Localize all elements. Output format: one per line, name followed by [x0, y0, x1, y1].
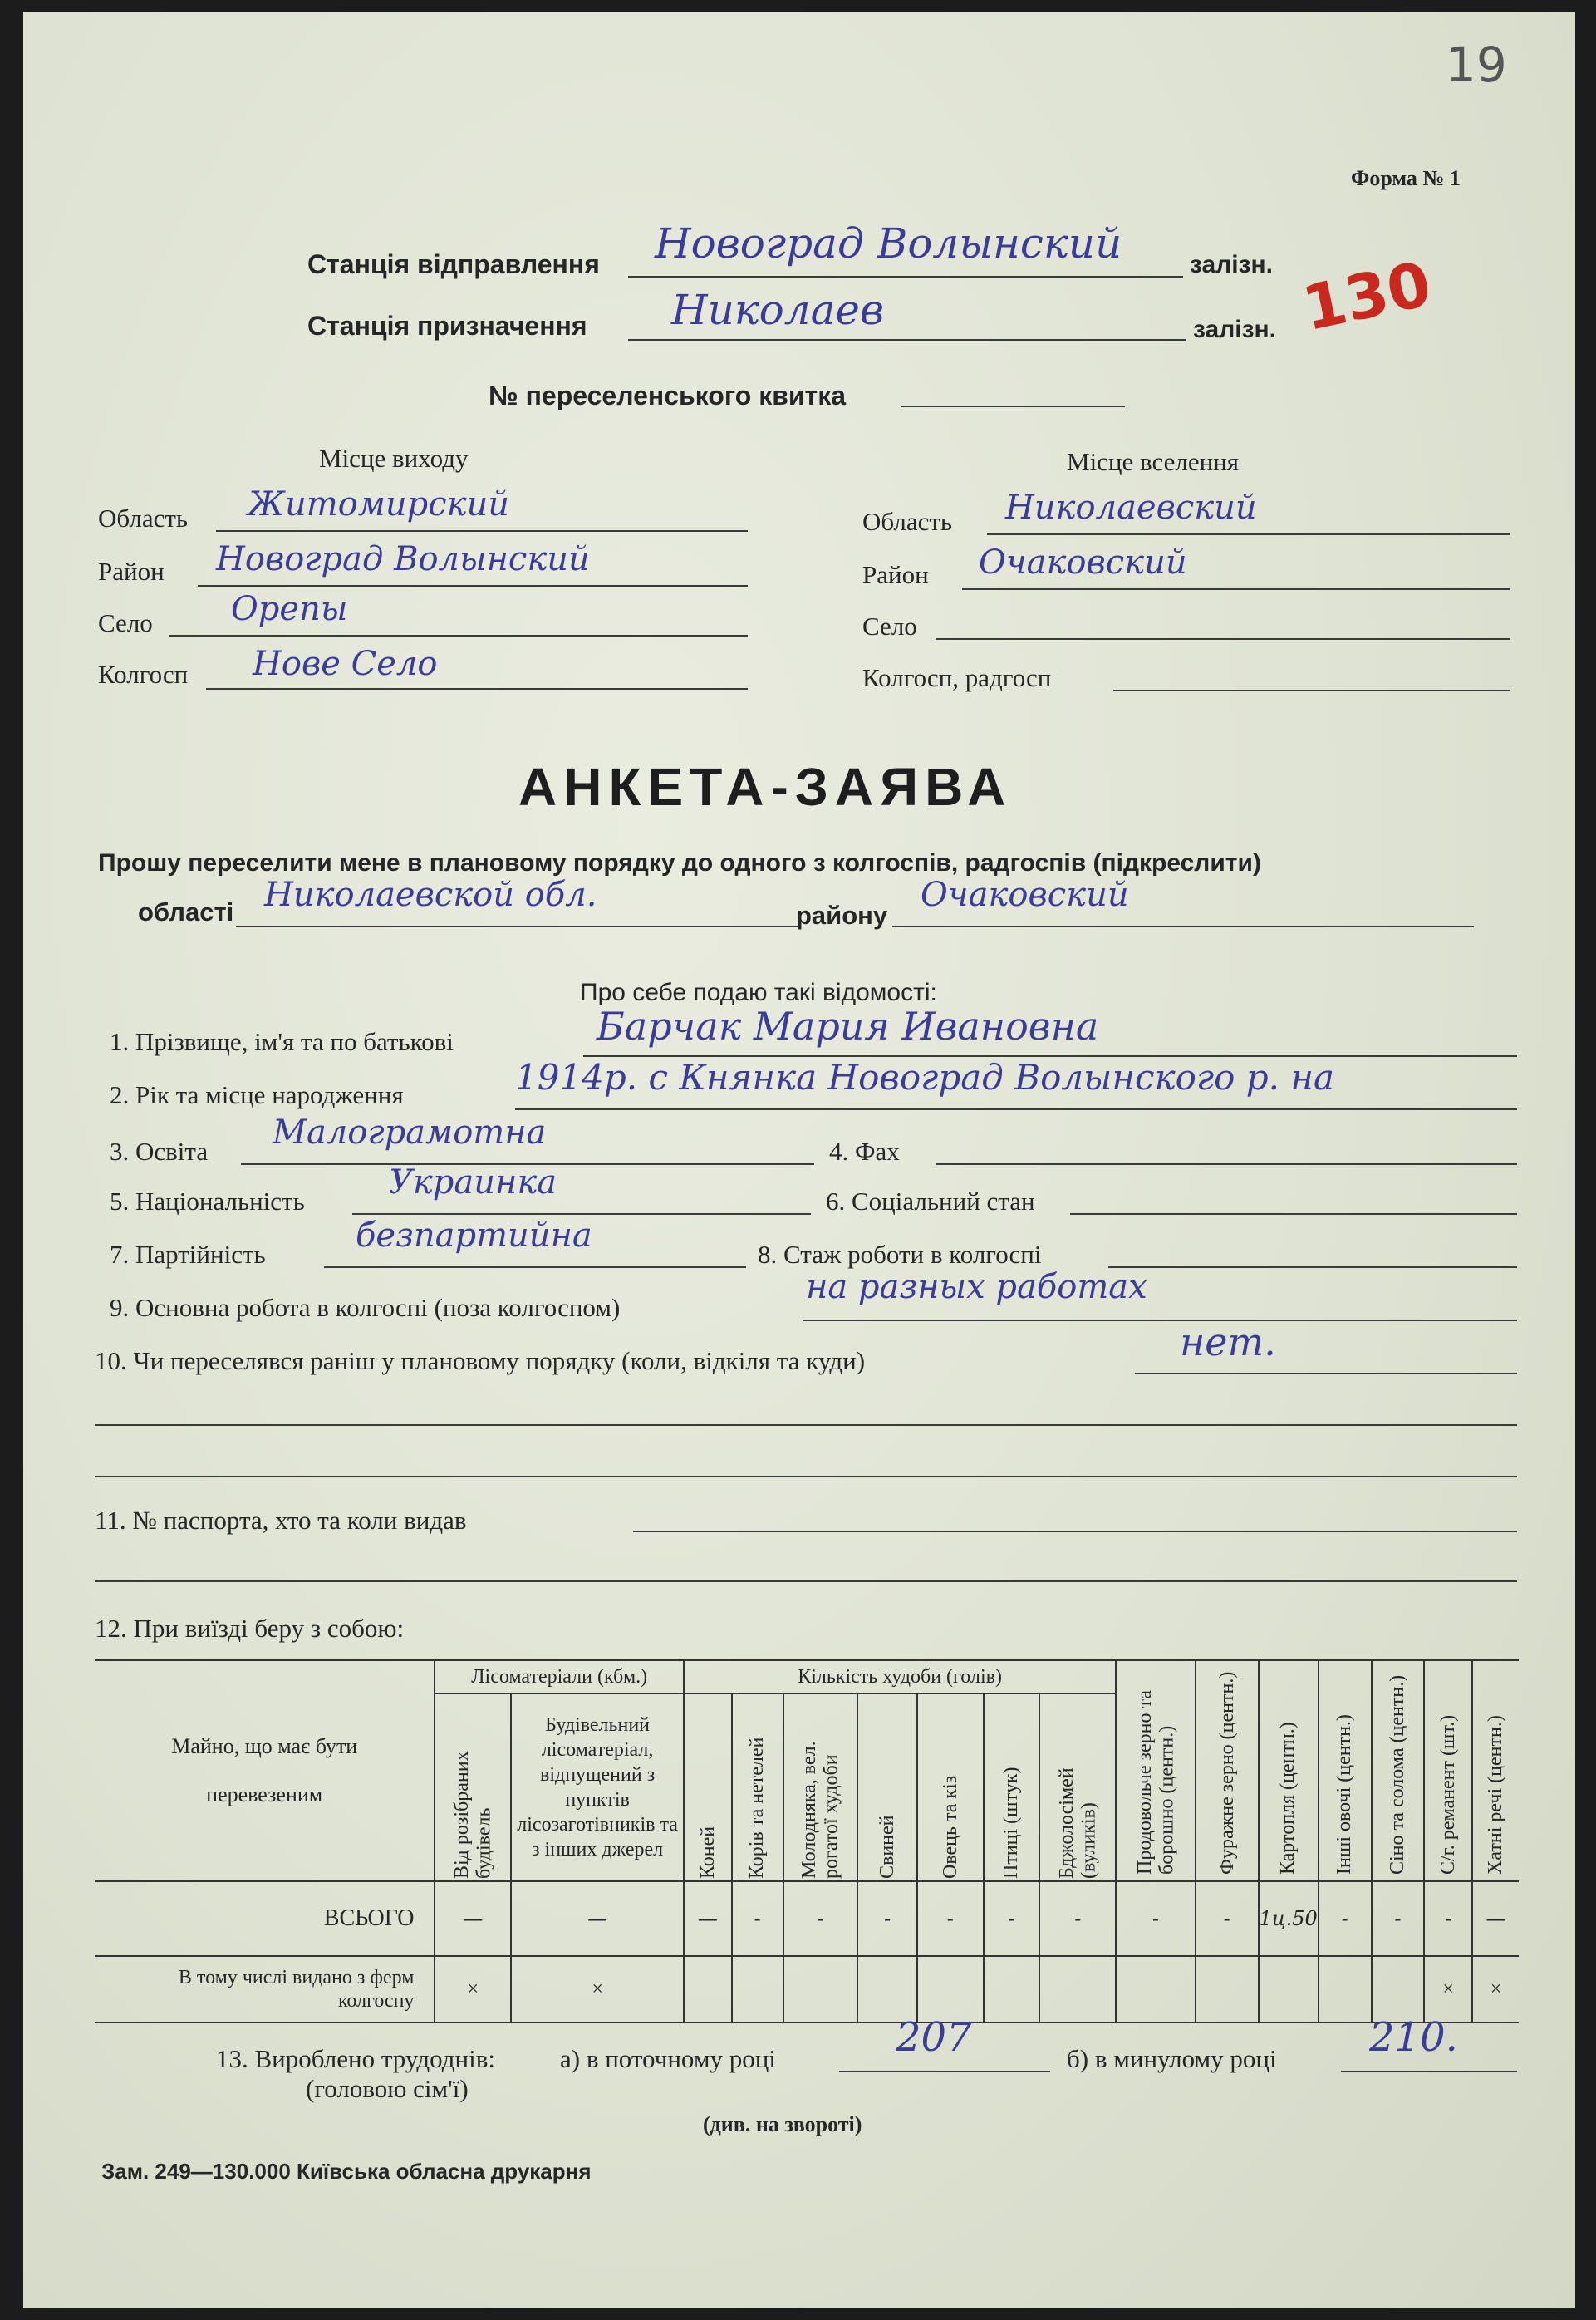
col-sheep-goats: Овець та кіз [917, 1693, 984, 1881]
intro-line: Про себе подаю такі відомості: [580, 979, 937, 1006]
workdays-previous-value[interactable]: 210. [1369, 2014, 1458, 2061]
field-7-label: 7. Партійність [110, 1240, 266, 1269]
field-2-label: 2. Рік та місце народження [110, 1080, 404, 1109]
field-10-label: 10. Чи переселявся раніш у плановому порядку (коли, відкіля та куди) [95, 1346, 866, 1375]
table-cell[interactable]: - [1319, 1881, 1372, 1956]
red-number: 130 [1296, 248, 1437, 346]
table-cell[interactable] [1259, 1956, 1319, 2023]
departure-suffix: залізн. [1190, 251, 1273, 278]
col-beehives: Бджолосімей (вуликів) [1039, 1693, 1116, 1881]
request-oblast-value[interactable]: Николаевской обл. [264, 876, 597, 914]
table-cell[interactable]: - [984, 1881, 1040, 1956]
request-oblast-label: області [138, 897, 234, 927]
col-food-grain: Продовольче зерно та борошно (центн.) [1116, 1660, 1196, 1881]
table-cell[interactable]: — [435, 1881, 511, 1956]
col-feed-grain: Фуражне зерно (центн.) [1196, 1660, 1259, 1881]
origin-kolhosp-value[interactable]: Нове Село [253, 645, 438, 683]
field-5-label: 5. Національність [110, 1187, 305, 1216]
col-other-vegetables: Інші овочі (центн.) [1319, 1660, 1372, 1881]
table-cell[interactable] [857, 1956, 917, 2023]
departure-station-value[interactable]: Новоград Волынский [655, 219, 1122, 268]
destination-oblast-label: Область [862, 507, 953, 536]
field-11-label: 11. № паспорта, хто та коли видав [95, 1506, 467, 1535]
table-cell[interactable] [1039, 1956, 1116, 2023]
workdays-current-label: а) в поточному році [560, 2044, 776, 2073]
form-title: АНКЕТА-ЗАЯВА [518, 757, 1013, 817]
col-equipment: С/г. реманент (шт.) [1424, 1660, 1472, 1881]
col-hay-straw: Сіно та солома (центн.) [1372, 1660, 1425, 1881]
col-cows: Корів та нетелей [732, 1693, 783, 1881]
destination-selo-label: Село [862, 612, 917, 641]
col-household: Хатні речі (центн.) [1472, 1660, 1519, 1881]
origin-header: Місце виходу [319, 444, 469, 473]
field-2-value[interactable]: 1914р. с Княнка Новоград Волынского р. на [515, 1057, 1335, 1098]
table-cell[interactable]: × [435, 1956, 511, 2023]
see-back-note: (див. на звороті) [703, 2112, 862, 2136]
col-dismantled: Від розібраних будівель [435, 1693, 511, 1881]
table-cell[interactable]: - [732, 1881, 783, 1956]
field-3-label: 3. Освіта [110, 1137, 209, 1166]
field-5-value[interactable]: Украинка [389, 1163, 557, 1202]
table-cell[interactable]: — [511, 1881, 684, 1956]
origin-kolhosp-label: Колгосп [98, 660, 189, 689]
request-raion-value[interactable]: Очаковский [921, 876, 1129, 914]
field-1-value[interactable]: Барчак Мария Ивановна [597, 1004, 1099, 1049]
ticket-label: № переселенського квитка [489, 381, 847, 410]
table-cell[interactable]: - [857, 1881, 917, 1956]
table-cell[interactable]: 1ц.50 [1259, 1881, 1319, 1956]
table-cell[interactable] [732, 1956, 783, 2023]
destination-oblast-value[interactable]: Николаевский [1005, 489, 1257, 527]
origin-selo-value[interactable]: Орепы [231, 590, 348, 628]
table-cell[interactable] [984, 1956, 1040, 2023]
col-poultry: Птиці (штук) [984, 1693, 1040, 1881]
field-7-value[interactable]: безпартийна [356, 1217, 592, 1255]
table-cell[interactable]: - [1424, 1881, 1472, 1956]
field-4-label: 4. Фах [829, 1137, 900, 1166]
destination-kolhosp-label: Колгосп, радгосп [862, 663, 1052, 692]
col-pigs: Свиней [857, 1693, 917, 1881]
request-raion-label: району [796, 901, 888, 930]
table-cell[interactable]: - [1116, 1881, 1196, 1956]
table-cell[interactable]: - [917, 1881, 984, 1956]
col-young-cattle: Молодняка, вел. рогатої худоби [783, 1693, 858, 1881]
table-cell[interactable]: - [1372, 1881, 1425, 1956]
destination-raion-label: Район [862, 560, 929, 589]
destination-raion-value[interactable]: Очаковский [979, 543, 1187, 582]
workdays-previous-label: б) в минулому році [1067, 2044, 1277, 2073]
departure-station-label: Станція відправлення [307, 249, 600, 279]
field-8-label: 8. Стаж роботи в колгоспі [758, 1240, 1042, 1269]
table-cell[interactable]: — [1472, 1881, 1519, 1956]
workdays-sub: (головою сім'ї) [306, 2074, 469, 2103]
row-farm-label: В тому числі видано з ферм колгоспу [95, 1956, 435, 2023]
form-label: Форма № 1 [1351, 166, 1461, 190]
origin-oblast-label: Область [98, 504, 189, 533]
table-cell[interactable]: — [684, 1881, 732, 1956]
workdays-label: 13. Вироблено трудоднів: [216, 2044, 496, 2073]
origin-raion-value[interactable]: Новоград Волынский [216, 540, 590, 578]
table-row-total [95, 1881, 1519, 1956]
destination-header: Місце вселення [1067, 447, 1240, 476]
table-row-farm [95, 1956, 1519, 2023]
lumber-group-header: Лісоматеріали (кбм.) [435, 1660, 684, 1693]
table-cell[interactable]: × [511, 1956, 684, 2023]
page-number: 19 [1446, 37, 1507, 93]
field-1-label: 1. Прізвище, ім'я та по батькові [110, 1027, 454, 1056]
table-cell[interactable]: × [1424, 1956, 1472, 2023]
destination-suffix: залізн. [1193, 316, 1276, 343]
field-12-label: 12. При виїзді беру з собою: [95, 1614, 405, 1643]
table-cell[interactable] [684, 1956, 732, 2023]
property-header: Майно, що має бути перевезеним [95, 1660, 435, 1881]
table-cell[interactable] [783, 1956, 858, 2023]
field-6-label: 6. Соціальний стан [826, 1187, 1035, 1216]
origin-selo-label: Село [98, 608, 153, 637]
form-sheet [23, 12, 1575, 2308]
origin-oblast-value[interactable]: Житомирский [248, 485, 510, 523]
col-potatoes: Картопля (центн.) [1259, 1660, 1319, 1881]
field-9-label: 9. Основна робота в колгоспі (поза колгоспом) [110, 1293, 621, 1322]
origin-raion-label: Район [98, 557, 165, 586]
table-cell[interactable]: - [1196, 1881, 1259, 1956]
col-horses: Коней [684, 1693, 732, 1881]
table-cell[interactable]: × [1472, 1956, 1519, 2023]
cattle-group-header: Кількість худоби (голів) [684, 1660, 1116, 1693]
field-9-value[interactable]: на разных работах [806, 1268, 1147, 1306]
field-3-value[interactable]: Малограмотна [273, 1113, 547, 1152]
table-cell[interactable] [1372, 1956, 1425, 2023]
table-cell[interactable] [1319, 1956, 1372, 2023]
request-line: Прошу переселити мене в плановому порядку до одного з колгоспів, радгоспів (підкреслити) [98, 849, 1261, 877]
col-building-lumber: Будівельний лісоматеріал, відпущений з пунктів лісозаготівників та з інших джерел [511, 1693, 684, 1881]
printer-imprint: Зам. 249—130.000 Київська обласна друкарня [101, 2159, 592, 2184]
table-cell[interactable] [1196, 1956, 1259, 2023]
destination-station-value[interactable]: Николаев [671, 286, 885, 334]
table-cell[interactable] [1116, 1956, 1196, 2023]
destination-station-label: Станція призначення [307, 311, 587, 341]
table-cell[interactable]: - [783, 1881, 858, 1956]
workdays-current-value[interactable]: 207 [896, 2014, 972, 2061]
table-cell[interactable]: - [1039, 1881, 1116, 1956]
table-cell[interactable] [917, 1956, 984, 2023]
goods-table [95, 1659, 1519, 2023]
row-total-label: ВСЬОГО [95, 1881, 435, 1956]
field-10-value[interactable]: нет. [1180, 1320, 1276, 1364]
